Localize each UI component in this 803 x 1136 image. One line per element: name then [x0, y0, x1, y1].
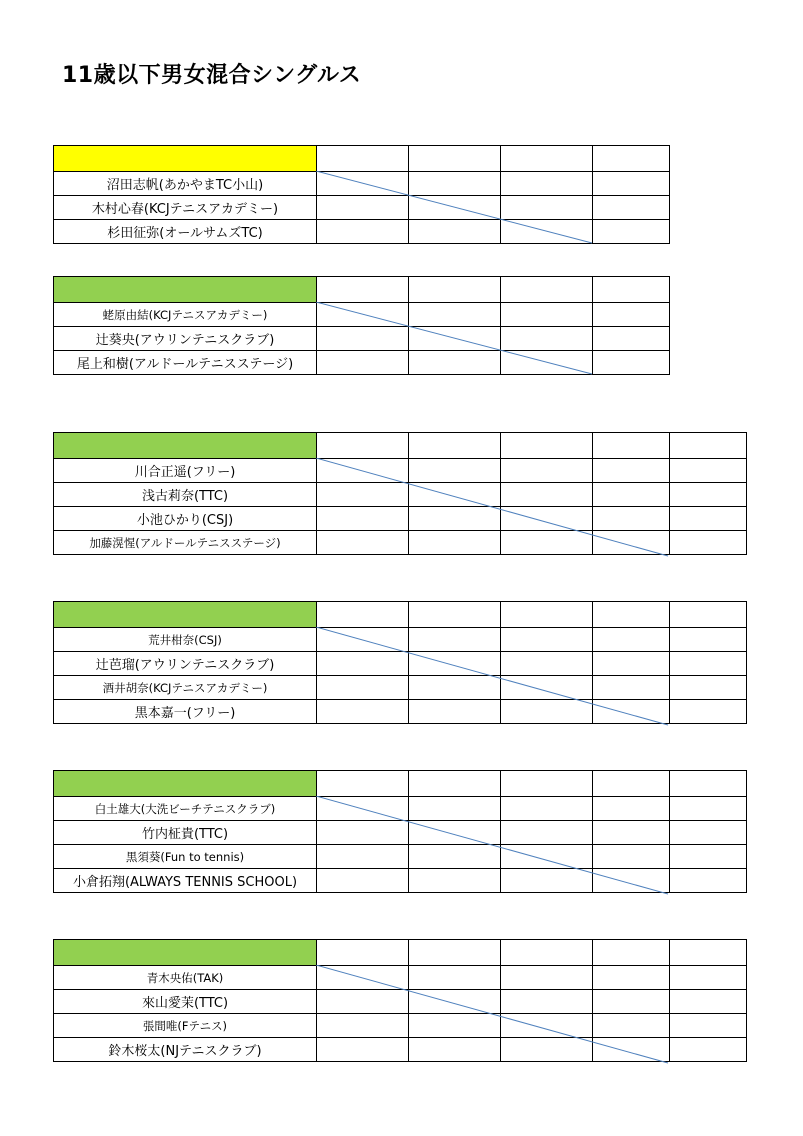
player-name: 酒井胡奈(KCJテニスアカデミー) — [54, 676, 317, 700]
player-name: 杉田征弥(オールサムズTC) — [54, 220, 317, 244]
group-header-cell — [54, 146, 317, 172]
player-name: 小倉拓翔(ALWAYS TENNIS SCHOOL) — [54, 869, 317, 893]
round-robin-group-5 — [53, 770, 747, 893]
player-name: 青木央佑(TAK) — [54, 966, 317, 990]
player-name: 辻芭瑠(アウリンテニスクラブ) — [54, 652, 317, 676]
group-header-cell — [54, 940, 317, 966]
player-name: 荒井柑奈(CSJ) — [54, 628, 317, 652]
player-name: 來山愛茉(TTC) — [54, 990, 317, 1014]
player-name: 黒本嘉一(フリー) — [54, 700, 317, 724]
round-robin-group-3 — [53, 432, 747, 555]
player-name: 辻葵央(アウリンテニスクラブ) — [54, 327, 317, 351]
group-header-cell — [54, 602, 317, 628]
player-name: 小池ひかり(CSJ) — [54, 507, 317, 531]
group-header-cell — [54, 771, 317, 797]
round-robin-group-4 — [53, 601, 747, 724]
group-header-cell — [54, 433, 317, 459]
player-name: 白土雄大(大洗ビーチテニスクラブ) — [54, 797, 317, 821]
player-name: 川合正遥(フリー) — [54, 459, 317, 483]
player-name: 張間唯(Fテニス) — [54, 1014, 317, 1038]
player-name: 竹内柾貴(TTC) — [54, 821, 317, 845]
group-header-cell — [54, 277, 317, 303]
page-title: 11歳以下男女混合シングルス — [62, 63, 362, 88]
player-name: 蛯原由結(KCJテニスアカデミー) — [54, 303, 317, 327]
player-name: 尾上和樹(アルドールテニスステージ) — [54, 351, 317, 375]
player-name: 加藤滉惺(アルドールテニスステージ) — [54, 531, 317, 555]
round-robin-group-6 — [53, 939, 747, 1062]
round-robin-group-2 — [53, 276, 670, 375]
player-name: 沼田志帆(あかやまTC小山) — [54, 172, 317, 196]
player-name: 黒須葵(Fun to tennis) — [54, 845, 317, 869]
player-name: 木村心春(KCJテニスアカデミー) — [54, 196, 317, 220]
round-robin-group-1 — [53, 145, 670, 244]
player-name: 鈴木桜太(NJテニスクラブ) — [54, 1038, 317, 1062]
player-name: 浅古莉奈(TTC) — [54, 483, 317, 507]
